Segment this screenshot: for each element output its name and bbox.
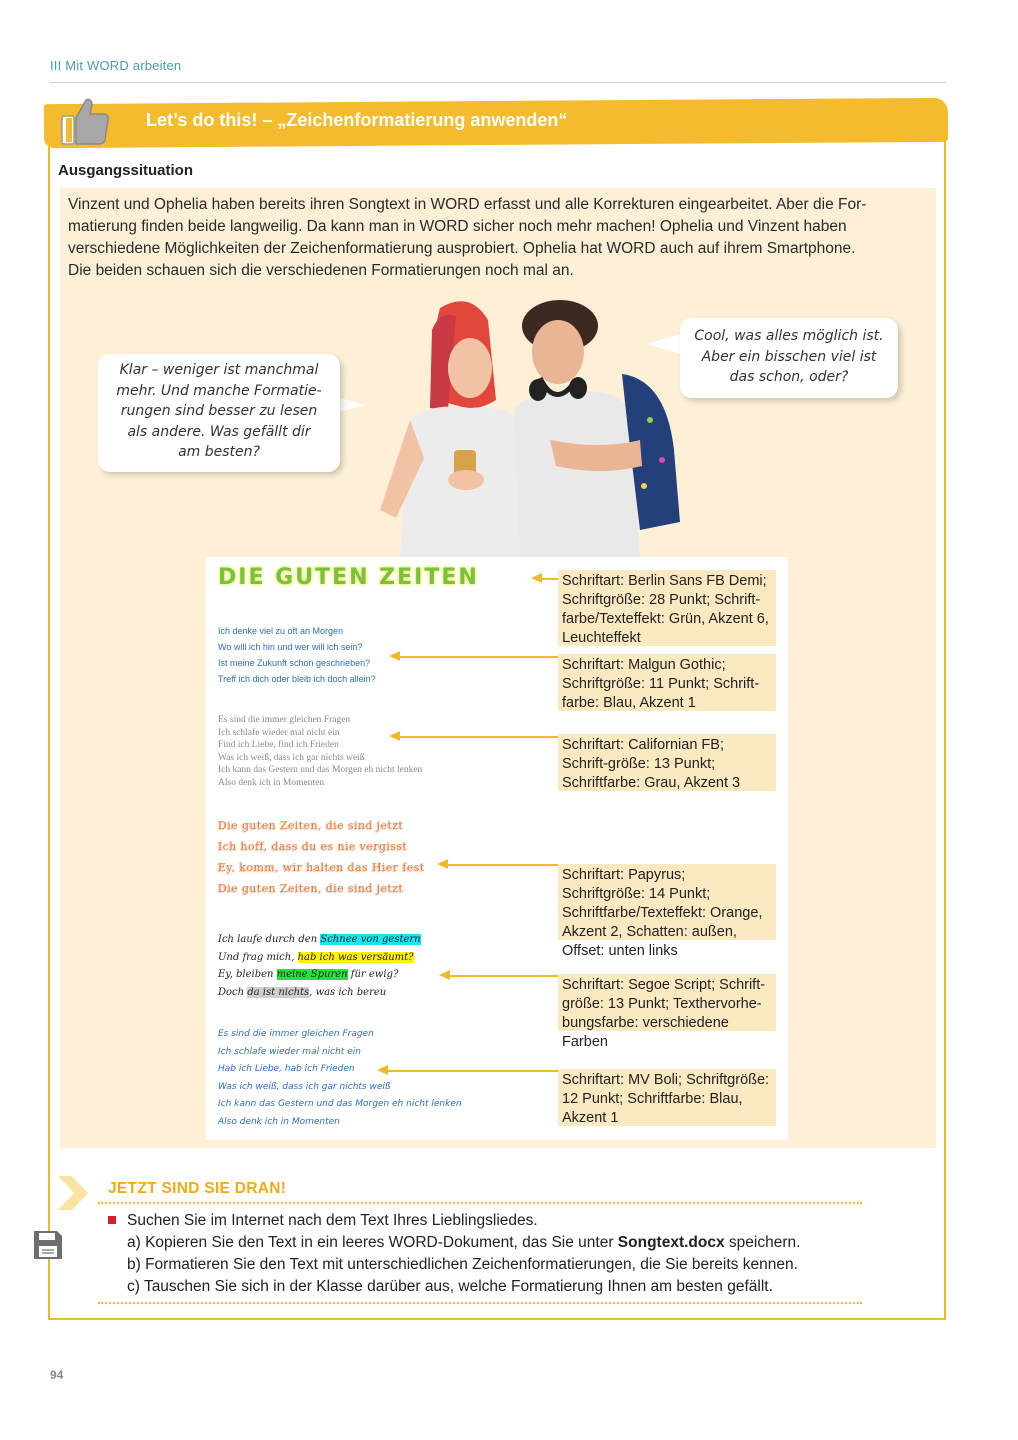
highlight-gray: da ist nichts [247, 986, 310, 998]
song-line: Es sind die immer gleichen Fragen [218, 1029, 374, 1039]
arrow-line [398, 736, 558, 738]
song-line: Ich schlafe wieder mal nicht ein [218, 1046, 361, 1057]
dotted-divider [98, 1302, 862, 1304]
running-head: III Mit WORD arbeiten [50, 58, 182, 73]
task-step-b: b) Formatieren Sie den Text mit unterschiedlichen Zeichenformatierungen, die Sie bereits kennen. [127, 1256, 798, 1273]
song-text: für ewig? [347, 969, 399, 980]
task-instruction: Suchen Sie im Internet nach dem Text Ihres Lieblingsliedes. [127, 1212, 538, 1229]
format-description: Schriftart: Papyrus; Schriftgröße: 14 Punkt; Schriftfarbe/Texteffekt: Orange, Akzent 2, Schatten: außen, Offset: unten links [558, 864, 776, 940]
task-heading: JETZT SIND SIE DRAN! [108, 1180, 287, 1197]
song-line [218, 966, 421, 984]
song-line: Ey, komm, wir halten das Hier fest [218, 861, 425, 874]
section-heading: Ausgangssituation [58, 162, 194, 179]
format-description: Schriftart: Malgun Gothic; Schriftgröße: 11 Punkt; Schrift-farbe: Blau, Akzent 1 [558, 654, 776, 711]
sample-malgun-gothic [218, 623, 376, 687]
format-description: Schriftart: Californian FB; Schrift-größe: 13 Punkt; Schriftfarbe: Grau, Akzent 3 [558, 734, 776, 791]
bullet-marker [108, 1216, 116, 1224]
format-description: Schriftart: Segoe Script; Schrift-größe: 13 Punkt; Texthervorhe-bungsfarbe: verschiedene Farben [558, 974, 776, 1031]
bubble-tail [646, 334, 682, 354]
song-line: Find ich Liebe, find ich Frieden [218, 740, 339, 750]
arrow-head [531, 573, 542, 583]
arrow-head [439, 970, 450, 980]
speech-bubble-vinzent: Cool, was alles möglich ist. Aber ein bisschen viel ist das schon, oder? [680, 318, 898, 398]
sample-mv-boli [218, 1026, 462, 1131]
song-line: Was ich weiß, dass ich gar nichts weiß [218, 1081, 391, 1092]
task-text: speichern. [724, 1234, 801, 1251]
song-line: Treff ich dich oder bleib ich doch allein? [218, 674, 376, 684]
arrow-head [389, 651, 400, 661]
highlight-yellow: hab ich was versäumt? [297, 951, 414, 963]
speech-bubble-ophelia: Klar – weniger ist manchmal mehr. Und manche Formatie- rungen sind besser zu lesen als andere. Was gefällt dir am besten? [98, 354, 340, 472]
song-line: Also denk ich in Momenten [218, 1116, 340, 1127]
arrow-head [389, 731, 400, 741]
format-description: Schriftart: MV Boli; Schriftgröße: 12 Punkt; Schriftfarbe: Blau, Akzent 1 [558, 1069, 776, 1126]
song-line: Ich denke viel zu oft an Morgen [218, 626, 344, 636]
highlight-green: meine Spuren [276, 969, 348, 980]
scenario-line: verschiedene Möglichkeiten der Zeichenformatierung ausprobiert. Ophelia hat WORD auch auf ihrem Smartphone. [68, 240, 856, 257]
song-line: Hab ich Liebe, hab ich Frieden [218, 1064, 355, 1074]
song-line: Die guten Zeiten, die sind jetzt [218, 819, 404, 832]
song-line: Die guten Zeiten, die sind jetzt [218, 882, 404, 895]
arrow-line [446, 864, 558, 866]
arrow-head [377, 1065, 388, 1075]
arrow-head [437, 859, 448, 869]
arrow-line [540, 578, 558, 580]
song-line: Es sind die immer gleichen Fragen [218, 715, 351, 725]
song-line: Wo will ich hin und wer will ich sein? [218, 642, 363, 652]
sample-papyrus [218, 815, 425, 899]
song-text: , was ich bereu [309, 986, 387, 998]
header-divider [50, 82, 946, 83]
task-step-a [127, 1232, 800, 1254]
song-line: Ich kann das Gestern und das Morgen eh nicht lenken [218, 765, 423, 775]
song-line [218, 931, 421, 949]
song-line [218, 949, 421, 967]
save-disk-icon [33, 1230, 63, 1260]
song-line: Was ich weiß, dass ich gar nichts weiß [218, 752, 365, 763]
arrow-line [448, 975, 558, 977]
song-line: Ich hoff, dass du es nie vergisst [218, 840, 408, 853]
song-line [218, 984, 421, 1002]
file-name: Songtext.docx [617, 1234, 725, 1251]
scenario-line: Vinzent und Ophelia haben bereits ihren Songtext in WORD erfasst und alle Korrekturen eingearbeitet. Aber die For- [68, 196, 867, 213]
format-description: Schriftart: Berlin Sans FB Demi; Schriftgröße: 28 Punkt; Schrift-farbe/Texteffekt: Grün, Akzent 6, Leuchteffekt [558, 570, 776, 646]
song-text: Doch [218, 986, 248, 998]
highlight-cyan: Schnee von gestern [320, 934, 421, 945]
song-text: Und frag mich, [218, 951, 298, 963]
exercise-title: Let’s do this! – „Zeichenformatierung anwenden“ [146, 110, 568, 130]
arrow-line [398, 656, 558, 658]
teens-photo [370, 290, 690, 558]
song-line: Also denk ich in Momenten [218, 777, 325, 788]
scenario-line: Die beiden schauen sich die verschiedenen Formatierungen noch mal an. [68, 262, 574, 279]
song-text: Ich laufe durch den [218, 934, 321, 945]
thumbs-up-icon [60, 96, 110, 148]
scenario-line: matierung finden beide langweilig. Da kann man in WORD sicher noch mehr machen! Ophelia und Vinzent haben [68, 218, 847, 235]
song-line: Ist meine Zukunft schon geschrieben? [218, 658, 371, 668]
page-number: 94 [50, 1368, 64, 1382]
task-text: a) Kopieren Sie den Text in ein leeres WORD-Dokument, das Sie unter [127, 1234, 618, 1251]
sample-californian-fb [218, 714, 422, 789]
task-step-c: c) Tauschen Sie sich in der Klasse darüber aus, welche Formatierung Ihnen am besten gefällt. [127, 1278, 773, 1295]
chevron-right-icon [58, 1176, 88, 1210]
sample-song-title: DIE GUTEN ZEITEN [218, 565, 479, 590]
scenario-text [68, 194, 924, 282]
sample-segoe-script [218, 931, 421, 1001]
song-line: Ich kann das Gestern und das Morgen eh nicht lenken [218, 1099, 462, 1109]
arrow-line [386, 1070, 558, 1072]
song-line: Ich schlafe wieder mal nicht ein [218, 727, 340, 738]
song-text: Ey, bleiben [218, 969, 277, 980]
dotted-divider [98, 1202, 862, 1204]
